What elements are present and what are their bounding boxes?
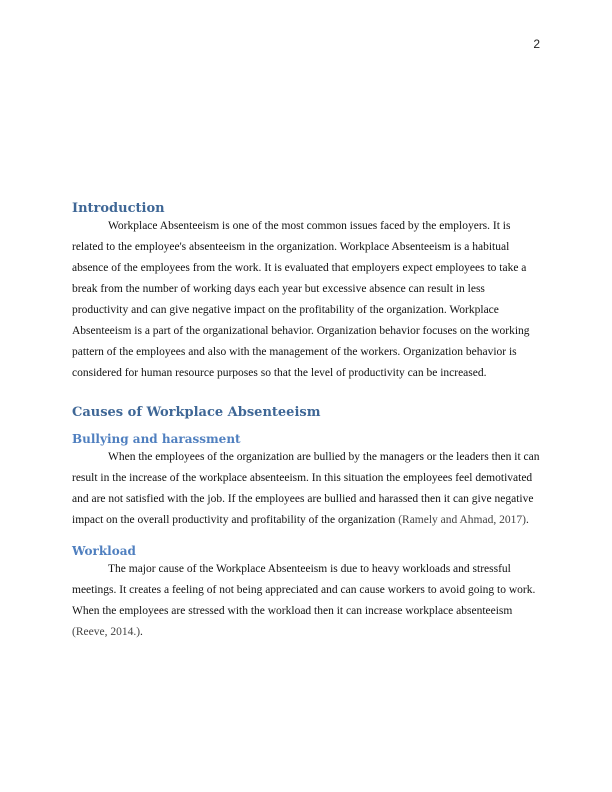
bullying-citation: (Ramely and Ahmad, 2017) (398, 514, 526, 526)
workload-citation: (Reeve, 2014.) (72, 626, 141, 638)
bullying-end: . (525, 514, 529, 526)
workload-paragraph (72, 559, 541, 643)
workload-end: . (140, 626, 143, 638)
workload-heading: Workload (72, 544, 136, 558)
document-body (72, 200, 541, 643)
page-number: 2 (533, 37, 540, 51)
causes-heading: Causes of Workplace Absenteeism (72, 405, 321, 420)
bullying-paragraph (72, 447, 541, 531)
bullying-heading: Bullying and harassment (72, 432, 241, 446)
workload-text: The major cause of the Workplace Absenteeism is due to heavy workloads and stressful meetings. It creates a feeling of not being appreciated and can cause workers to avoid going to work. When the employees are stressed with the workload then it can increase workplace absenteeism (72, 563, 536, 617)
bullying-text: When the employees of the organization are bullied by the managers or the leaders then it can result in the increase of the workplace absenteeism. In this situation the employees feel demotivated and are not satisfied with the job. If the employees are bullied and harassed then it can give negative impact on the overall productivity and profitability of the organization (72, 451, 540, 526)
introduction-paragraph: Workplace Absenteeism is one of the most common issues faced by the employers. It is related to the employee's absenteeism in the organization. Workplace Absenteeism is a habitual absence of the employees from the work. It is evaluated that employers expect employees to take a break from the number of working days each year but excessive absence can result in less productivity and can give negative impact on the profitability of the organization. Workplace Absenteeism is a part of the organizational behavior. Organization behavior focuses on the working pattern of the employees and also with the management of the workers. Organization behavior is considered for human resource purposes so that the level of productivity can be increased. (72, 220, 530, 379)
introduction-heading: Introduction (72, 201, 165, 216)
